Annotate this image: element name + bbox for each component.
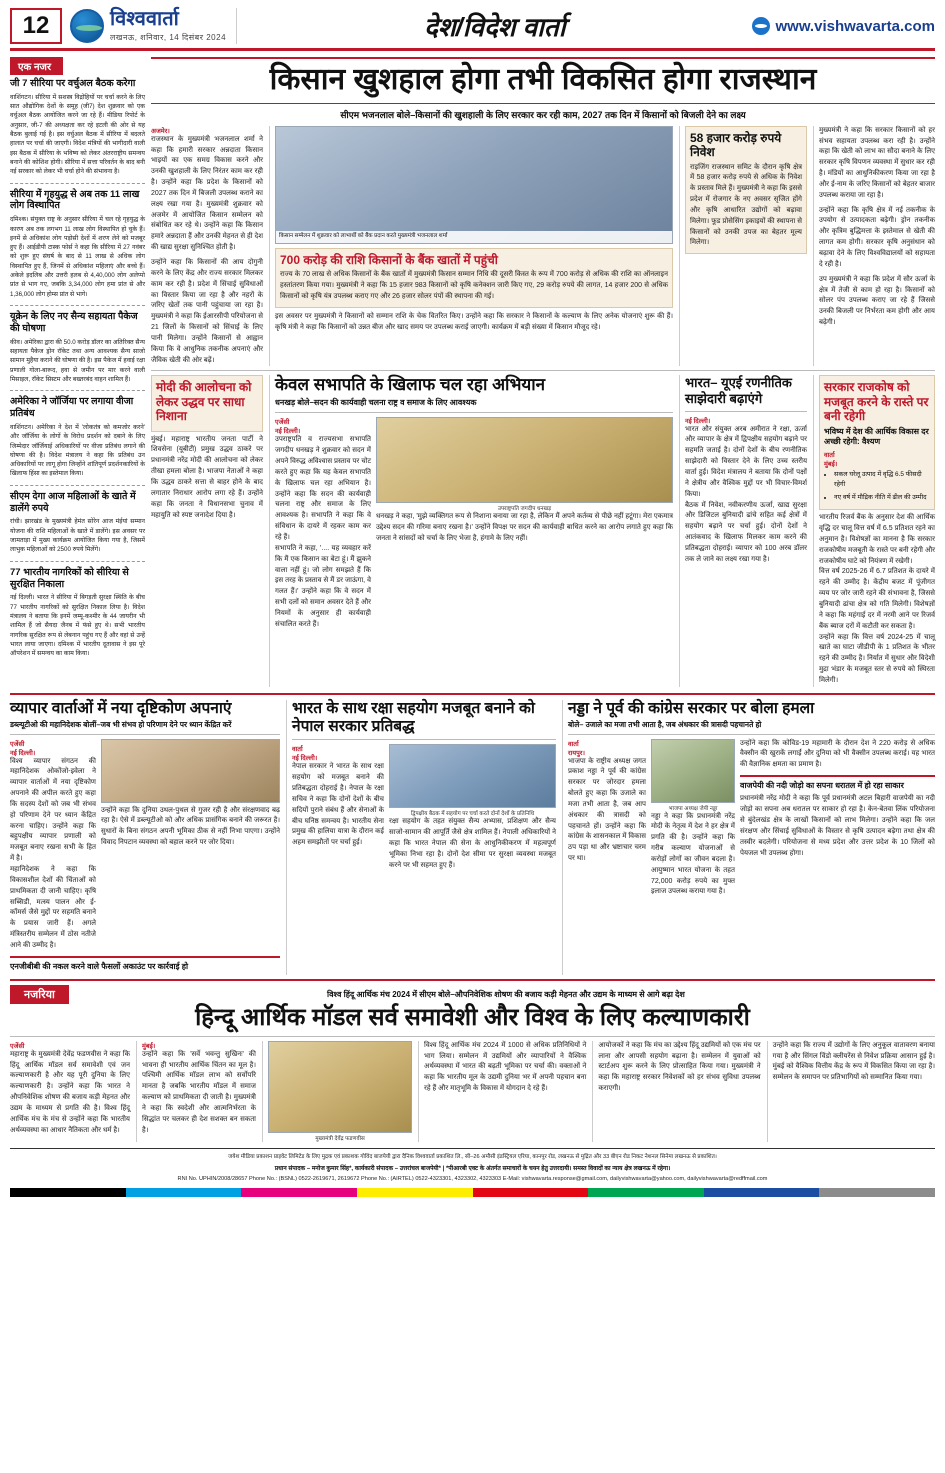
lower-band xyxy=(10,693,935,975)
feature-col-1: महाराष्ट्र के मुख्यमंत्री देवेंद्र फडणवीस ने कहा कि हिंदू आर्थिक मॉडल सर्व समावेशी एवं जन कल्याणकारी है और यह पूरी दुनिया के लिए कल्याणकारी है। उन्होंने कहा कि भारत ने औपनिवेशिक शोषण की बजाय कड़ी मेहनत और उद्यम के माध्यम से प्रगति की है। विश्व हिंदू आर्थिक मंच के मंच से उन्होंने कहा कि भारतीय अर्थव्यवस्था का आधार नैतिकता और धर्म है। xyxy=(10,1050,130,1134)
feature-kicker: विश्व हिंदू आर्थिक मंच 2024 में सीएम बोले–औपनिवेशिक शोषण की बजाय कड़ी मेहनत और उद्यम के माध्यम से आगे बढ़ा देश xyxy=(327,990,685,1000)
feature-col-3: विश्व हिंदू आर्थिक मंच 2024 में 1000 से अधिक प्रतिनिधियों ने भाग लिया। सम्मेलन में उद्यमियों और व्यापारियों ने वैश्विक अर्थव्यवस्था में भारत की बढ़ती भूमिका पर चर्चा की। वक्ताओं ने कहा कि भारतीय मूल के उद्यमी दुनिया भर में अपनी पहचान बना रहे हैं और मातृभूमि के विकास में योगदान दे रहे हैं। xyxy=(424,1041,587,1093)
feature-col-4: आयोजकों ने कहा कि मंच का उद्देश्य हिंदू उद्यमियों को एक मंच पर लाना और आपसी सहयोग बढ़ाना है। सम्मेलन में युवाओं को स्टार्टअप शुरू करने के लिए प्रोत्साहित किया गया। मुख्यमंत्री ने कहा कि महाराष्ट्र सरकार निवेशकों को हर संभव सुविधा उपलब्ध कराएगी। xyxy=(598,1041,761,1093)
box-headline: मोदी की आलोचना को लेकर उद्धव पर साधा निशाना xyxy=(156,380,252,424)
list-item: • नए वर्ष में मौद्रिक नीति में ढील की उम्मीद xyxy=(834,493,930,503)
box-dateline: मुंबई। xyxy=(824,461,838,469)
rail-body: नई दिल्ली। भारत ने सीरिया में बिगड़ती सुरक्षा स्थिति के बीच 77 भारतीय नागरिकों को सुरक्षित निकाल लिया है। विदेश मंत्रालय ने बताया कि इनमें जम्मू-कश्मीर के 44 जायरीन भी शामिल हैं जो सैयदा जैनब में फंसे हुए थे। सभी भारतीय नागरिक सुरक्षित रूप से लेबनान पहुंच गए हैं और वहां से उन्हें भारत लाया जाएगा। दमिश्क में भारतीय दूतावास ने इस पूरे ऑपरेशन में समन्वय का काम किया। xyxy=(10,594,145,658)
story-dateline: रायपुर। xyxy=(568,749,585,757)
cmyk-color-bar xyxy=(10,1188,935,1197)
story-body-2: नड्डा ने कहा कि प्रधानमंत्री नरेंद्र मोदी के नेतृत्व में देश ने हर क्षेत्र में प्रगति की है। उन्होंने कहा कि गरीब कल्याण योजनाओं से करोड़ों लोगों का जीवन बदला है। आयुष्मान भारत योजना के तहत 72,000 करोड़ रुपये का मुफ्त इलाज उपलब्ध कराया गया है। xyxy=(651,812,735,896)
feature-columns xyxy=(10,1041,935,1142)
lead-col1: राजस्थान के मुख्यमंत्री भजनलाल शर्मा ने कहा कि हमारी सरकार अन्नदाता किसान भाइयों का एक समग्र विकास करने और उनकी खुशहाली के लिए निरंतर काम कर रही है। उन्होंने कहा कि प्रदेश के किसानों को 2027 तक दिन में बिजली उपलब्ध कराने का लक्ष्य रखा गया है। मुख्यमंत्री शुक्रवार को अजमेर में आयोजित किसान सम्मेलन को संबोधित कर रहे थे। उन्होंने कहा कि किसान हमारे अन्नदाता हैं और उनकी मेहनत से ही देश की खाद्य सुरक्षा सुनिश्चित होती है। xyxy=(151,135,263,252)
rail-body: दमिश्क। संयुक्त राष्ट्र के अनुसार सीरिया में चल रहे गृहयुद्ध के कारण अब तक लगभग 11 लाख लोग विस्थापित हो चुके हैं। इनमें से अधिकांश लोग पड़ोसी देशों में शरण लेने को मजबूर हुए हैं। आईडीपी टास्क फोर्स ने कहा कि सीरिया में 27 नवंबर को शुरू हुए संघर्ष के बाद से 11 लाख से अधिक लोग विस्थापित हुए हैं, जिनमें से अधिकांश महिलाएं और बच्चे हैं। अकेले इदलिब और उत्तरी हलब से 4,40,000 लोग अलेप्पो प्रांत से भाग गए, जबकि 3,34,000 लोग हमा प्रांत से और 1,36,000 लोग होम्स प्रांत से भागे। xyxy=(10,216,145,298)
lead-headline: किसान खुशहाल होगा तभी विकसित होगा राजस्थान xyxy=(151,57,935,104)
rail-body: कीव। अमेरिका द्वारा की 50.0 करोड़ डॉलर का अतिरिक्त सैन्य सहायता पैकेज ड्रोन रॉकेट तथा अन्य आवश्यक सैन्य साजो सामान मुहैया कराने की घोषणा की है। इस पैकेज में हवाई रक्षा प्रणाली गोला-बारूद, हवा से जमीन पर मार करने वाली मिसाइल, रॉकेट सिस्टम और बख्तरबंद वाहन शामिल हैं। xyxy=(10,338,145,383)
rail-headline: सीएम देगा आज महिलाओं के खाते में डालेंगे रुपये xyxy=(10,490,136,514)
globe-small-icon xyxy=(752,17,770,35)
story-kicker: धनखड़ बोले–सदन की कार्यवाही चलना राष्ट्र व समाज के लिए आवश्यक xyxy=(275,398,477,407)
photo-caption: उपराष्ट्रपति जगदीप धनखड़ xyxy=(497,506,552,513)
ek-nazar-tab: एक नजर xyxy=(10,57,63,75)
story-byline: एजेंसी xyxy=(10,740,25,748)
lead-right-col3: उप मुख्यमंत्री ने कहा कि प्रदेश में सौर ऊर्जा के क्षेत्र में तेजी से काम हो रहा है। किसानों को सोलर पंप उपलब्ध कराए जा रहे हैं जिससे उनकी बिजली पर निर्भरता कम होगी और आय बढ़ेगी। xyxy=(819,275,935,327)
color-swatch xyxy=(588,1188,704,1197)
footer-imprint: जयेश मीडिया प्रकाशन प्राइवेट लिमिटेड के लिए मुद्रक एवं प्रकाशक गोविंद बाजपेयी द्वारा दैनिक विश्ववार्ता प्रकाशित लि., सी–26 अमौसी इंडस्ट्रियल एरिया, कानपुर रोड, लखनऊ से मुद्रित और 33 बीएन रोड निकट नेशनल सिनेमा लखनऊ से प्रकाशित। xyxy=(228,1153,717,1160)
color-swatch xyxy=(819,1188,935,1197)
feature-byline: एजेंसी xyxy=(10,1042,25,1050)
story-headline: नड्डा ने पूर्व की कांग्रेस सरकार पर बोला हमला xyxy=(568,699,815,717)
story-dateline: नई दिल्ली। xyxy=(275,428,301,436)
divider xyxy=(10,734,280,735)
feature-dateline: मुंबई। xyxy=(142,1042,156,1050)
color-swatch xyxy=(10,1188,126,1197)
divider xyxy=(10,1036,935,1037)
story-body-3: उन्होंने कहा कि कोविड-19 महामारी के दौरान देश ने 220 करोड़ से अधिक वैक्सीन की खुराकें लगाईं और दुनिया को भी वैक्सीन उपलब्ध कराई। यह भारत की वैज्ञानिक क्षमता का प्रमाण है। xyxy=(740,739,935,769)
list-item xyxy=(10,311,145,384)
story-dateline: नई दिल्ली। xyxy=(292,755,318,763)
story-nadda xyxy=(562,700,935,975)
story-body-1: भारत और संयुक्त अरब अमीरात ने रक्षा, ऊर्जा और व्यापार के क्षेत्र में द्विपक्षीय सहयोग बढ़ाने पर सहमति जताई है। दोनों देशों के बीच रणनीतिक साझेदारी को विस्तार देने के लिए उच्च स्तरीय वार्ता हुई। विदेश मंत्रालय ने बताया कि दोनों पक्षों ने क्षेत्रीय और वैश्विक मुद्दों पर भी विचार-विमर्श किया। xyxy=(685,425,807,498)
divider xyxy=(10,979,935,981)
list-item xyxy=(10,567,145,659)
divider xyxy=(151,370,935,371)
story-body-2: धनखड़ ने कहा, 'मुझे व्यक्तिगत रूप से निशाना बनाया जा रहा है, लेकिन मैं अपने कर्तव्य से पीछे नहीं हटूंगा। मेरा एकमात्र उद्देश्य सदन की गरिमा बनाए रखना है।' उन्होंने विपक्ष पर सदन की कार्यवाही बाधित करने का आरोप लगाते हुए कहा कि जनता ने सांसदों को चर्चा के लिए भेजा है, हंगामे के लिए नहीं। xyxy=(376,513,673,543)
list-item xyxy=(10,189,145,299)
rail-headline: 77 भारतीय नागरिकों को सीरिया से सुरक्षित निकाला xyxy=(10,566,129,590)
newspaper-logo xyxy=(70,8,237,44)
lead-col2-tail: इस अवसर पर मुख्यमंत्री ने किसानों को सम्मान राशि के चेक वितरित किए। उन्होंने कहा कि सरकार ने किसानों के कल्याण के लिए अनेक योजनाएं शुरू की हैं। कृषि मंत्री ने कहा कि किसानों को उन्नत बीज और खाद समय पर उपलब्ध कराई जाएगी। कार्यक्रम में बड़ी संख्या में किसान मौजूद रहे। xyxy=(275,312,673,331)
photo-caption: द्विपक्षीय बैठक में सहयोग पर चर्चा करते दोनों देशों के प्रतिनिधि xyxy=(410,811,535,818)
nadda-photo xyxy=(651,739,735,803)
fadnavis-photo xyxy=(268,1041,412,1133)
box-fiscal xyxy=(819,375,935,510)
list-item xyxy=(10,396,145,479)
lead-story-columns xyxy=(151,126,935,367)
rail-body: वाशिंगटन। सीरिया में सशस्त्र विद्रोहियों पर चर्चा करने के लिए सात औद्योगिक देशों के समूह (जी7) देश शुक्रवार को एक वर्चुअल बैठक आयोजित करने जा रहे हैं। मीडिया रिपोर्ट के अनुसार, जी-7 की अध्यक्षता कर रहे इटली की ओर से यह बैठक बुलाई गई है। इस वर्चुअल बैठक में सीरिया में बदलते हालात पर चर्चा की जाएगी। विदेश मंत्रियों की भागीदारी वाली इस बैठक में सीरिया के भविष्य को लेकर अंतरराष्ट्रीय समन्वय बनाने की कोशिश होगी। सीरिया में सत्ता परिवर्तन के बाद बनी नई सरकार को लेकर भी चर्चा होने की संभावना है। xyxy=(10,93,145,176)
box-fiscal-body3: उन्होंने कहा कि वित्त वर्ष 2024-25 में चालू खाते का घाटा जीडीपी के 1 प्रतिशत के भीतर रहने की उम्मीद है। निर्यात में सुधार और विदेशी मुद्रा भंडार के मजबूत स्तर से रुपये को स्थिरता मिलेगी। xyxy=(819,633,935,684)
footer-contact: RNI No. UPHIN/2008/28657 Phone No.: (BSNL) 0522-2619671, 2619672 Phone No.: (AIRTEL) 0522-4323301, 4323302, 4323303 E-Mail: vishwavarta.response@gmail.com, dailyvishwavarta@yahoo.com, dailyvishwavarta@redffmail.com xyxy=(177,1176,768,1183)
box-uddhav-body: मुंबई। महाराष्ट्र भारतीय जनता पार्टी ने शिवसेना (यूबीटी) प्रमुख उद्धव ठाकरे पर प्रधानमंत्री नरेंद्र मोदी की आलोचना को लेकर तीखा हमला बोला है। भाजपा नेताओं ने कहा कि उद्धव ठाकरे सत्ता से बाहर होने के बाद लगातार निराधार आरोप लगा रहे हैं। उन्होंने कहा कि जनता ने विधानसभा चुनाव में महायुति को स्पष्ट जनादेश दिया है। xyxy=(151,435,263,519)
divider xyxy=(568,734,935,735)
wto-photo xyxy=(101,739,280,803)
sidebar-box-58000crore xyxy=(685,126,807,255)
box-uddhav xyxy=(151,375,263,431)
box-fiscal-body1: भारतीय रिजर्व बैंक के अनुसार देश की आर्थिक वृद्धि दर चालू वित्त वर्ष में 6.5 प्रतिशत रहने का अनुमान है। विशेषज्ञों का मानना है कि सरकार राजकोषीय मजबूती के रास्ते पर बनी रहेगी और राजकोषीय घाटे को नियंत्रण में रखेगी। xyxy=(819,514,935,565)
page-title: देश/विदेश वार्ता xyxy=(424,12,566,42)
story-byline: वार्ता xyxy=(568,740,579,748)
divider xyxy=(740,775,935,777)
story-body-3: सभापति ने कहा, '.... यह व्यवहार करें कि मैं एक किसान का बेटा हूं। मैं झुकने वाला नहीं हूं। जो लोग समझते हैं कि इस तरह के प्रस्ताव से मैं डर जाऊंगा, वे गलत हैं।' उन्होंने कहा कि वे सदन में सभी दलों को समान अवसर देते हैं और नियमों के अनुसार ही कार्यवाही संचालित करते हैं। xyxy=(275,544,371,628)
divider xyxy=(10,561,145,562)
color-swatch xyxy=(357,1188,473,1197)
lead-subhead: सीएम भजनलाल बोले–किसानों की खुशहाली के लिए सरकार कर रही काम, 2027 तक दिन में किसानों को बिजली देने का लक्ष्य xyxy=(340,109,746,120)
lead-byline: अजमेर। xyxy=(151,127,170,135)
story-headline: व्यापार वार्ताओं में नया दृष्टिकोण अपनाएं xyxy=(10,699,232,717)
story-body-2: बैठक में निवेश, नवीकरणीय ऊर्जा, खाद्य सुरक्षा और डिजिटल बुनियादी ढांचे सहित कई क्षेत्रों में सहयोग बढ़ाने पर चर्चा हुई। दोनों देशों ने आतंकवाद के खिलाफ मिलकर काम करने की प्रतिबद्धता दोहराई। व्यापार को 100 अरब डॉलर तक ले जाने का लक्ष्य रखा गया है। xyxy=(685,501,807,563)
box-headline: 700 करोड़ की राशि किसानों के बैंक खातों में पहुंची xyxy=(280,252,498,267)
feature-col-5: उन्होंने कहा कि राज्य में उद्योगों के लिए अनुकूल वातावरण बनाया गया है और सिंगल विंडो क्लीयरेंस से निवेश प्रक्रिया आसान हुई है। मुंबई को वैश्विक वित्तीय केंद्र के रूप में विकसित किया जा रहा है। सम्मेलन के समापन पर प्रतिभागियों को सम्मानित किया गया। xyxy=(772,1041,935,1082)
nepal-photo xyxy=(389,744,556,808)
box-fiscal-body2: वित्त वर्ष 2025-26 में 6.7 प्रतिशत के दायरे में रहने की उम्मीद है। केंद्रीय बजट में पूंजीगत व्यय पर जोर जारी रहने की संभावना है, जिससे बुनियादी ढांचा क्षेत्र को गति मिलेगी। विशेषज्ञों ने कहा कि महंगाई दर में नरमी आने पर रिजर्व बैंक ब्याज दरों में कटौती कर सकता है। xyxy=(819,568,935,630)
nazariya-tag: नजरिया xyxy=(10,985,69,1004)
lead-photo xyxy=(275,126,673,244)
list-item xyxy=(10,78,145,177)
footer-editors: प्रधान संपादक – मनोज कुमार सिंह*, कार्यकारी संपादक – उत्तरांचल बाजपेयी* | *पीआरबी एक्ट के अंतर्गत समाचारों के चयन हेतु उत्तरदायी। समस्त विवादों का न्याय क्षेत्र लखनऊ में रहेगा। xyxy=(274,1166,671,1173)
divider xyxy=(10,956,280,958)
lead-col1b: उन्होंने कहा कि किसानों की आय दोगुनी करने के लिए केंद्र और राज्य सरकार मिलकर काम कर रही है। प्रदेश में सिंचाई सुविधाओं का विस्तार किया जा रहा है और नहरों के जरिए खेतों तक पानी पहुंचाया जा रहा है। मुख्यमंत्री ने कहा कि ईआरसीपी परियोजना से 21 जिलों के किसानों को सिंचाई के लिए पानी मिलेगा। उन्होंने किसानों से आह्वान किया कि वे आधुनिक तकनीक अपनाएं और जैविक खेती की ओर बढ़ें। xyxy=(151,259,263,364)
feature-header xyxy=(10,985,935,1004)
divider xyxy=(685,411,807,412)
story-kicker: बोले– उजाले का मजा तभी आता है, जब अंधकार की त्रासदी पहचानते हो xyxy=(568,719,762,729)
story-headline: भारत के साथ रक्षा सहयोग मजबूत बनाने को नेपाल सरकार प्रतिबद्ध xyxy=(292,699,535,735)
story-body-1: विश्व व्यापार संगठन की महानिदेशक ओकोंजो-इवेला ने व्यापार वार्ताओं में नया दृष्टिकोण अपनाने की अपील करते हुए कहा कि सदस्य देशों को जब भी संभव हो परिणाम देने पर ध्यान केंद्रित करना चाहिए। उन्होंने कहा कि बहुपक्षीय व्यापार प्रणाली को मजबूत बनाए रखना सभी के हित में है। xyxy=(10,757,96,863)
masthead xyxy=(10,8,935,51)
story-nepal xyxy=(286,700,556,975)
box-bullet-list xyxy=(834,470,930,502)
lead-photo-caption: किसान सम्मेलन में शुक्रवार को लाभार्थी को बैंक प्रदान करते मुख्यमंत्री भजनलाल शर्मा xyxy=(276,231,672,242)
story-headline-uae: भारत– यूएई रणनीतिक साझेदारी बढ़ाएंगे xyxy=(685,375,792,407)
divider xyxy=(292,739,556,740)
color-swatch xyxy=(241,1188,357,1197)
sidebar-box-700crore xyxy=(275,248,673,308)
divider xyxy=(10,305,145,306)
rail-body: वाशिंगटन। अमेरिका ने देश में 'लोकतंत्र को कमजोर करने' और जॉर्जिया के लोगों के विरोध प्रदर्शन को दबाने के लिए जिम्मेदार जॉर्जियाई अधिकारियों पर वीजा प्रतिबंध लगाने की घोषणा की है। विदेश मंत्रालय ने कहा कि प्रतिबंध उन अधिकारियों पर लागू होगा जिन्होंने शांतिपूर्ण प्रदर्शनकारियों के खिलाफ हिंसा का इस्तेमाल किया। xyxy=(10,423,145,478)
box-body: राज्य के 70 लाख से अधिक किसानों के बैंक खातों में मुख्यमंत्री किसान सम्मान निधि की दूसरी किस्त के रूप में 700 करोड़ से अधिक की राशि का ऑनलाइन हस्तांतरण किया गया। मुख्यमंत्री ने कहा कि 15 हजार 983 किसानों को कृषि कनेक्शन जारी किए गए, 29 करोड़ रुपये की लागत, 14 हजार 200 से अधिक किसानों को कृषि यंत्र उपलब्ध कराए गए और 26 हजार सोलर पंपों की स्थापना की गई। xyxy=(280,271,668,300)
rail-headline: जी 7 सीरिया पर वर्चुअल बैठक करेगा xyxy=(10,78,136,89)
divider xyxy=(10,485,145,486)
feature-headline: हिन्दू आर्थिक मॉडल सर्व समावेशी और विश्व के लिए कल्याणकारी xyxy=(195,1004,750,1032)
story-body-1: भाजपा के राष्ट्रीय अध्यक्ष जगत प्रकाश नड्डा ने पूर्व की कांग्रेस सरकार पर जोरदार हमला बोलते हुए कहा कि उजाले का मजा तभी आता है, जब आप अंधकार की त्रासदी को पहचानते हों। उन्होंने कहा कि कांग्रेस के शासनकाल में विकास ठप पड़ा था और भ्रष्टाचार चरम पर था। xyxy=(568,757,646,863)
divider xyxy=(10,390,145,391)
story-body-1: नेपाल सरकार ने भारत के साथ रक्षा सहयोग को मजबूत बनाने की प्रतिबद्धता दोहराई है। नेपाल के रक्षा सचिव ने कहा कि दोनों देशों के बीच सदियों पुराने संबंध हैं और सेनाओं के बीच घनिष्ठ समन्वय है। भारतीय सेना प्रमुख की हालिया यात्रा के दौरान कई अहम समझौतों पर चर्चा हुई। xyxy=(292,763,384,847)
edition-date: लखनऊ, शनिवार, 14 दिसंबर 2024 xyxy=(110,33,227,42)
brand-name: विश्ववार्ता xyxy=(110,8,179,30)
photo-caption: मुख्यमंत्री देवेंद्र फडणवीस xyxy=(315,1135,365,1142)
dhankhar-photo xyxy=(376,417,673,503)
story-body-2: रक्षा सहयोग के तहत संयुक्त सैन्य अभ्यास, प्रशिक्षण और सैन्य साजो-सामान की आपूर्ति जैसे क्षेत्र शामिल हैं। नेपाली अधिकारियों ने कहा कि भारत नेपाल की सेना के आधुनिकीकरण में महत्वपूर्ण भूमिका निभा रहा है। दोनों देश सीमा पर सुरक्षा व्यवस्था मजबूत करने पर भी सहमत हुए हैं। xyxy=(389,818,556,869)
color-swatch xyxy=(473,1188,589,1197)
story-kicker: डब्ल्यूटीओ की महानिदेशक बोलीं–जब भी संभव हो परिणाम देने पर ध्यान केंद्रित करें xyxy=(10,719,232,729)
box-headline: सरकार राजकोष को मजबूत करने के रास्ते पर बनी रहेगी xyxy=(824,380,929,424)
rail-headline: यूक्रेन के लिए नए सैन्य सहायता पैकेज की घोषणा xyxy=(10,310,138,334)
box-headline: 58 हजार करोड़ रुपये निवेश xyxy=(690,130,782,160)
photo-caption: भाजपा अध्यक्ष जेपी नड्डा xyxy=(668,805,718,812)
box-body: राइजिंग राजस्थान समिट के दौरान कृषि क्षेत्र में 58 हजार करोड़ रुपये से अधिक के निवेश के प्रस्ताव मिले हैं। मुख्यमंत्री ने कहा कि इससे प्रदेश में रोजगार के नए अवसर सृजित होंगे और कृषि आधारित उद्योगों को बढ़ावा मिलेगा। फूड प्रोसेसिंग इकाइयों की स्थापना से किसानों को उनकी उपज का बेहतर मूल्य मिलेगा। xyxy=(690,163,802,247)
lead-right-col2: उन्होंने कहा कि कृषि क्षेत्र में नई तकनीक के उपयोग से उत्पादकता बढ़ेगी। ड्रोन तकनीक और कृत्रिम बुद्धिमत्ता के इस्तेमाल से खेती की लागत कम होगी। सरकार कृषि अनुसंधान को बढ़ावा देने के लिए विश्वविद्यालयों को सहायता दे रही है। xyxy=(819,206,935,268)
right-rail-headline: वाजपेयी की नदी जोड़ो का सपना धरातल में हो रहा साकार xyxy=(740,781,904,791)
rail-headline: अमेरिका ने जॉर्जिया पर लगाया वीजा प्रतिबंध xyxy=(10,396,134,420)
story-teaser: एनजीबीबी की नकल करने वाले फैसलों अकाउंट पर कार्रवाई हो xyxy=(10,961,189,971)
story-byline: एजेंसी xyxy=(275,419,290,427)
page-number: 12 xyxy=(10,8,62,44)
box-byline: वार्ता xyxy=(824,452,835,460)
main-content xyxy=(151,57,935,687)
right-rail-body: प्रधानमंत्री नरेंद्र मोदी ने कहा कि पूर्व प्रधानमंत्री अटल बिहारी वाजपेयी का नदी जोड़ो का सपना अब धरातल पर साकार हो रहा है। केन-बेतवा लिंक परियोजना से बुंदेलखंड क्षेत्र के लाखों किसानों को लाभ मिलेगा। उन्होंने कहा कि जल संरक्षण और सिंचाई सुविधाओं के विस्तार से कृषि उत्पादन बढ़ेगा तथा क्षेत्र की तस्वीर बदलेगी। परियोजना से मध्य प्रदेश और उत्तर प्रदेश के 10 जिलों को पेयजल भी उपलब्ध होगा। xyxy=(740,795,935,857)
feature-col-2: उन्होंने कहा कि 'सर्वे भवन्तु सुखिनः' की भावना ही भारतीय आर्थिक चिंतन का मूल है। पश्चिमी आर्थिक मॉडल लाभ को सर्वोपरि मानता है जबकि भारतीय मॉडल में समाज कल्याण को प्राथमिकता दी जाती है। मुख्यमंत्री ने कहा कि स्वदेशी और आत्मनिर्भरता के सिद्धांत पर चलकर ही देश सशक्त बन सकता है। xyxy=(142,1050,256,1134)
story-headline-sabhapati: केवल सभापति के खिलाफ चल रहा अभियान xyxy=(275,375,546,395)
color-swatch xyxy=(126,1188,242,1197)
story-body-1: उपराष्ट्रपति व राज्यसभा सभापति जगदीप धनखड़ ने शुक्रवार को सदन में अपने विरुद्ध अविश्वास प्रस्ताव पर चोट करते हुए कहा कि यह केवल सभापति के खिलाफ चल रहा अभियान है। उन्होंने कहा कि सदन की कार्यवाही चलना राष्ट्र और समाज के लिए आवश्यक है। सभापति ने कहा कि वे संविधान के दायरे में रहकर काम कर रहे हैं। xyxy=(275,436,371,541)
story-body-3: महानिदेशक ने कहा कि विकासशील देशों की चिंताओं को प्राथमिकता दी जानी चाहिए। कृषि सब्सिडी, मत्स्य पालन और ई-कॉमर्स जैसे मुद्दों पर सहमति बनाने के प्रयास जारी हैं। अगले मंत्रिस्तरीय सम्मेलन में ठोस नतीजे आने की उम्मीद है। xyxy=(10,865,96,949)
rail-headline: सीरिया में गृहयुद्ध से अब तक 11 लाख लोग विस्थापित xyxy=(10,188,140,212)
globe-icon xyxy=(70,9,104,43)
footer xyxy=(10,1148,935,1184)
ek-nazar-column xyxy=(10,57,145,687)
list-item xyxy=(10,491,145,555)
divider xyxy=(275,412,673,413)
website-url: www.vishwavarta.com xyxy=(775,17,935,35)
rail-body: रांची। झारखंड के मुख्यमंत्री हेमंत सोरेन आज मंईयां सम्मान योजना की राशि महिलाओं के खाते में डालेंगे। इस अवसर पर जामताड़ा में मुख्य कार्यक्रम आयोजित किया गया है, जिसमें लाभुक महिलाओं को 2500 रुपये मिलेंगे। xyxy=(10,518,145,554)
story-dateline: नई दिल्ली। xyxy=(685,417,711,425)
color-swatch xyxy=(704,1188,820,1197)
lead-right-col1: मुख्यमंत्री ने कहा कि सरकार किसानों को हर संभव सहायता उपलब्ध करा रही है। उन्होंने कहा कि खेती को लाभ का सौदा बनाने के लिए सरकार कृषि विपणन व्यवस्था में सुधार कर रही है। मंडियों का आधुनिकीकरण किया जा रहा है और ई-नाम के जरिए किसानों को बेहतर बाजार उपलब्ध कराया जा रहा है। xyxy=(819,126,935,199)
story-body-2: उन्होंने कहा कि दुनिया उथल-पुथल से गुजर रही है और संरक्षणवाद बढ़ रहा है। ऐसे में डब्ल्यूटीओ को और अधिक प्रासंगिक बनाने की जरूरत है। सुधारों के बिना संगठन अपनी भूमिका ठीक से नहीं निभा पाएगा। उन्होंने विवाद निपटान व्यवस्था को बहाल करने पर जोर दिया। xyxy=(101,806,280,847)
divider xyxy=(10,183,145,184)
story-wto xyxy=(10,700,280,975)
box-kicker: भविष्य में देश की आर्थिक विकास दर अच्छी रहेगी: वैश्यण xyxy=(824,426,929,447)
story-byline: वार्ता xyxy=(292,746,303,754)
website-link[interactable] xyxy=(752,8,935,44)
story-dateline: नई दिल्ली। xyxy=(10,749,36,757)
mid-section xyxy=(151,375,935,686)
list-item: • सकल घरेलू उत्पाद में वृद्धि 6.5 फीसदी रहेगी xyxy=(834,470,930,489)
